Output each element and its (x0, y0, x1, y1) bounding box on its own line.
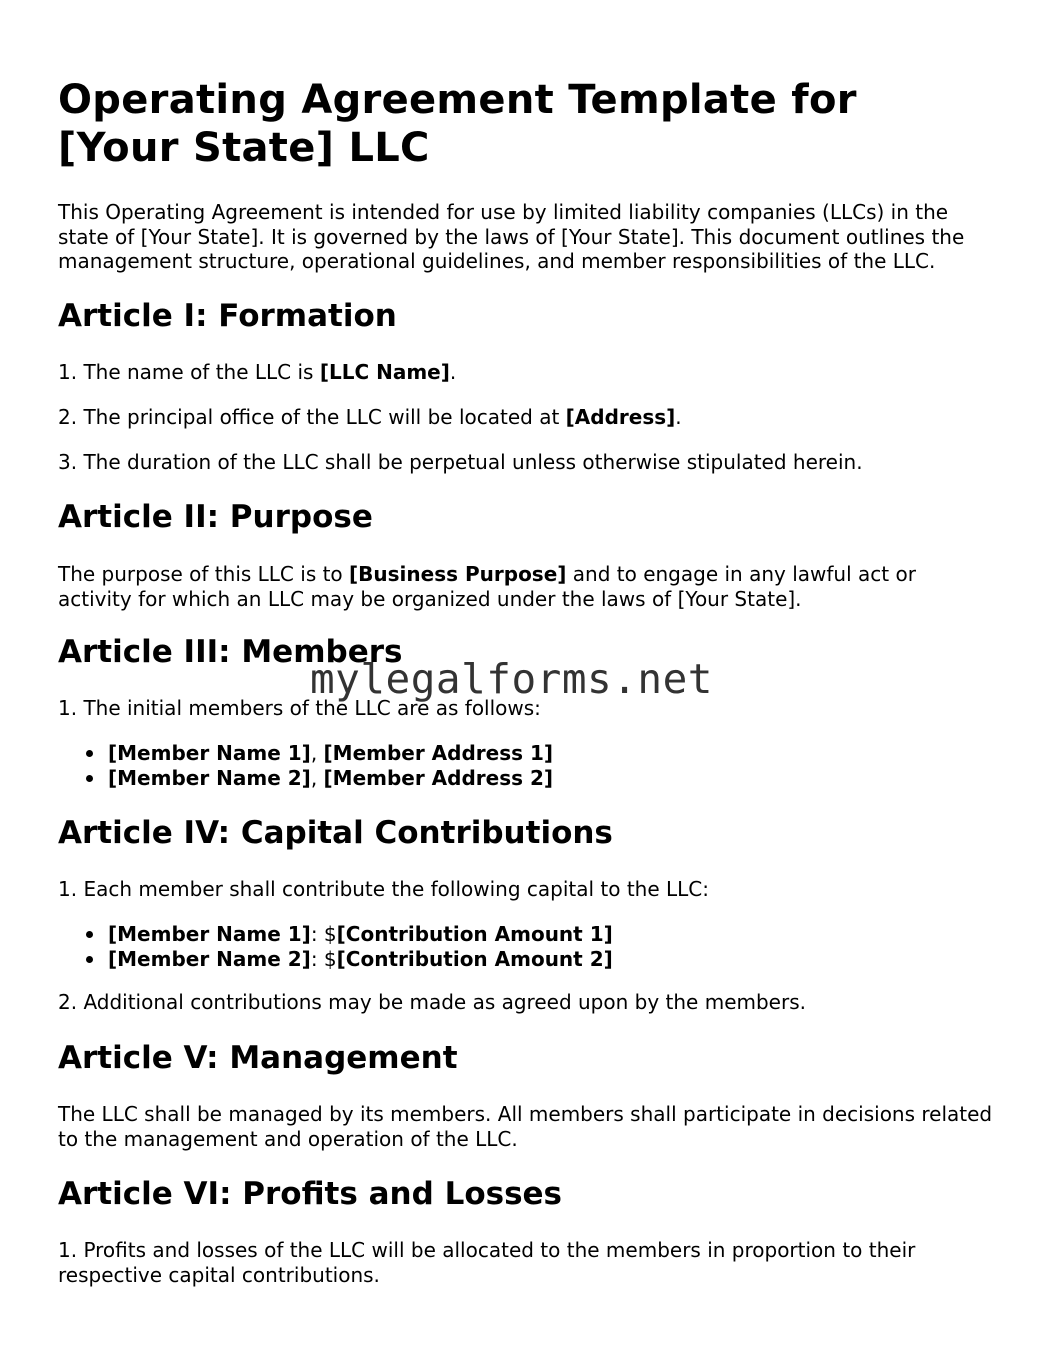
article-1-item-1: 1. The name of the LLC is [LLC Name]. (58, 360, 457, 384)
article-1-item-2: 2. The principal office of the LLC will be located at [Address]. (58, 405, 682, 429)
article-4-item-2: 2. Additional contributions may be made as agreed upon by the members. (58, 990, 806, 1014)
article-2-paragraph: The purpose of this LLC is to [Business Purpose] and to engage in any lawful act or activity for which an LLC may be organized under the laws of [Your State]. (58, 562, 916, 611)
watermark: mylegalforms.net (310, 655, 713, 703)
list-item: [Member Name 1]: $[Contribution Amount 1] (108, 922, 613, 946)
intro-paragraph: This Operating Agreement is intended for use by limited liability companies (LLCs) in the state of [Your State]. It is governed by the laws of [Your State]. This document outlines the management structure, operational guidelines, and member responsibilities of the LLC. (58, 200, 965, 273)
article-6-heading: Article VI: Profits and Losses (58, 1176, 563, 1212)
article-5-heading: Article V: Management (58, 1040, 458, 1076)
article-4-heading: Article IV: Capital Contributions (58, 815, 613, 851)
article-3-item-1: 1. The initial members of the LLC are as follows: (58, 696, 541, 720)
list-item: [Member Name 1], [Member Address 1] (108, 741, 554, 765)
business-purpose-placeholder: [Business Purpose] (349, 562, 567, 586)
list-item: [Member Name 2]: $[Contribution Amount 2] (108, 946, 613, 971)
members-list (58, 741, 553, 790)
document-title: Operating Agreement Template for [Your State] LLC (58, 77, 857, 171)
article-5-paragraph: The LLC shall be managed by its members. All members shall participate in decisions related to the management and operation of the LLC. (58, 1102, 993, 1151)
article-1-heading: Article I: Formation (58, 298, 397, 334)
article-6-item-1: 1. Profits and losses of the LLC will be allocated to the members in proportion to their respective capital contributions. (58, 1238, 916, 1287)
article-2-heading: Article II: Purpose (58, 499, 373, 535)
contributions-list (58, 922, 613, 971)
article-4-item-1: 1. Each member shall contribute the following capital to the LLC: (58, 877, 710, 901)
llc-name-placeholder: [LLC Name] (319, 360, 450, 384)
article-1-item-3: 3. The duration of the LLC shall be perpetual unless otherwise stipulated herein. (58, 450, 863, 474)
address-placeholder: [Address] (565, 405, 676, 429)
list-item: [Member Name 2], [Member Address 2] (108, 765, 554, 790)
article-3-heading: Article III: Members (58, 634, 403, 670)
